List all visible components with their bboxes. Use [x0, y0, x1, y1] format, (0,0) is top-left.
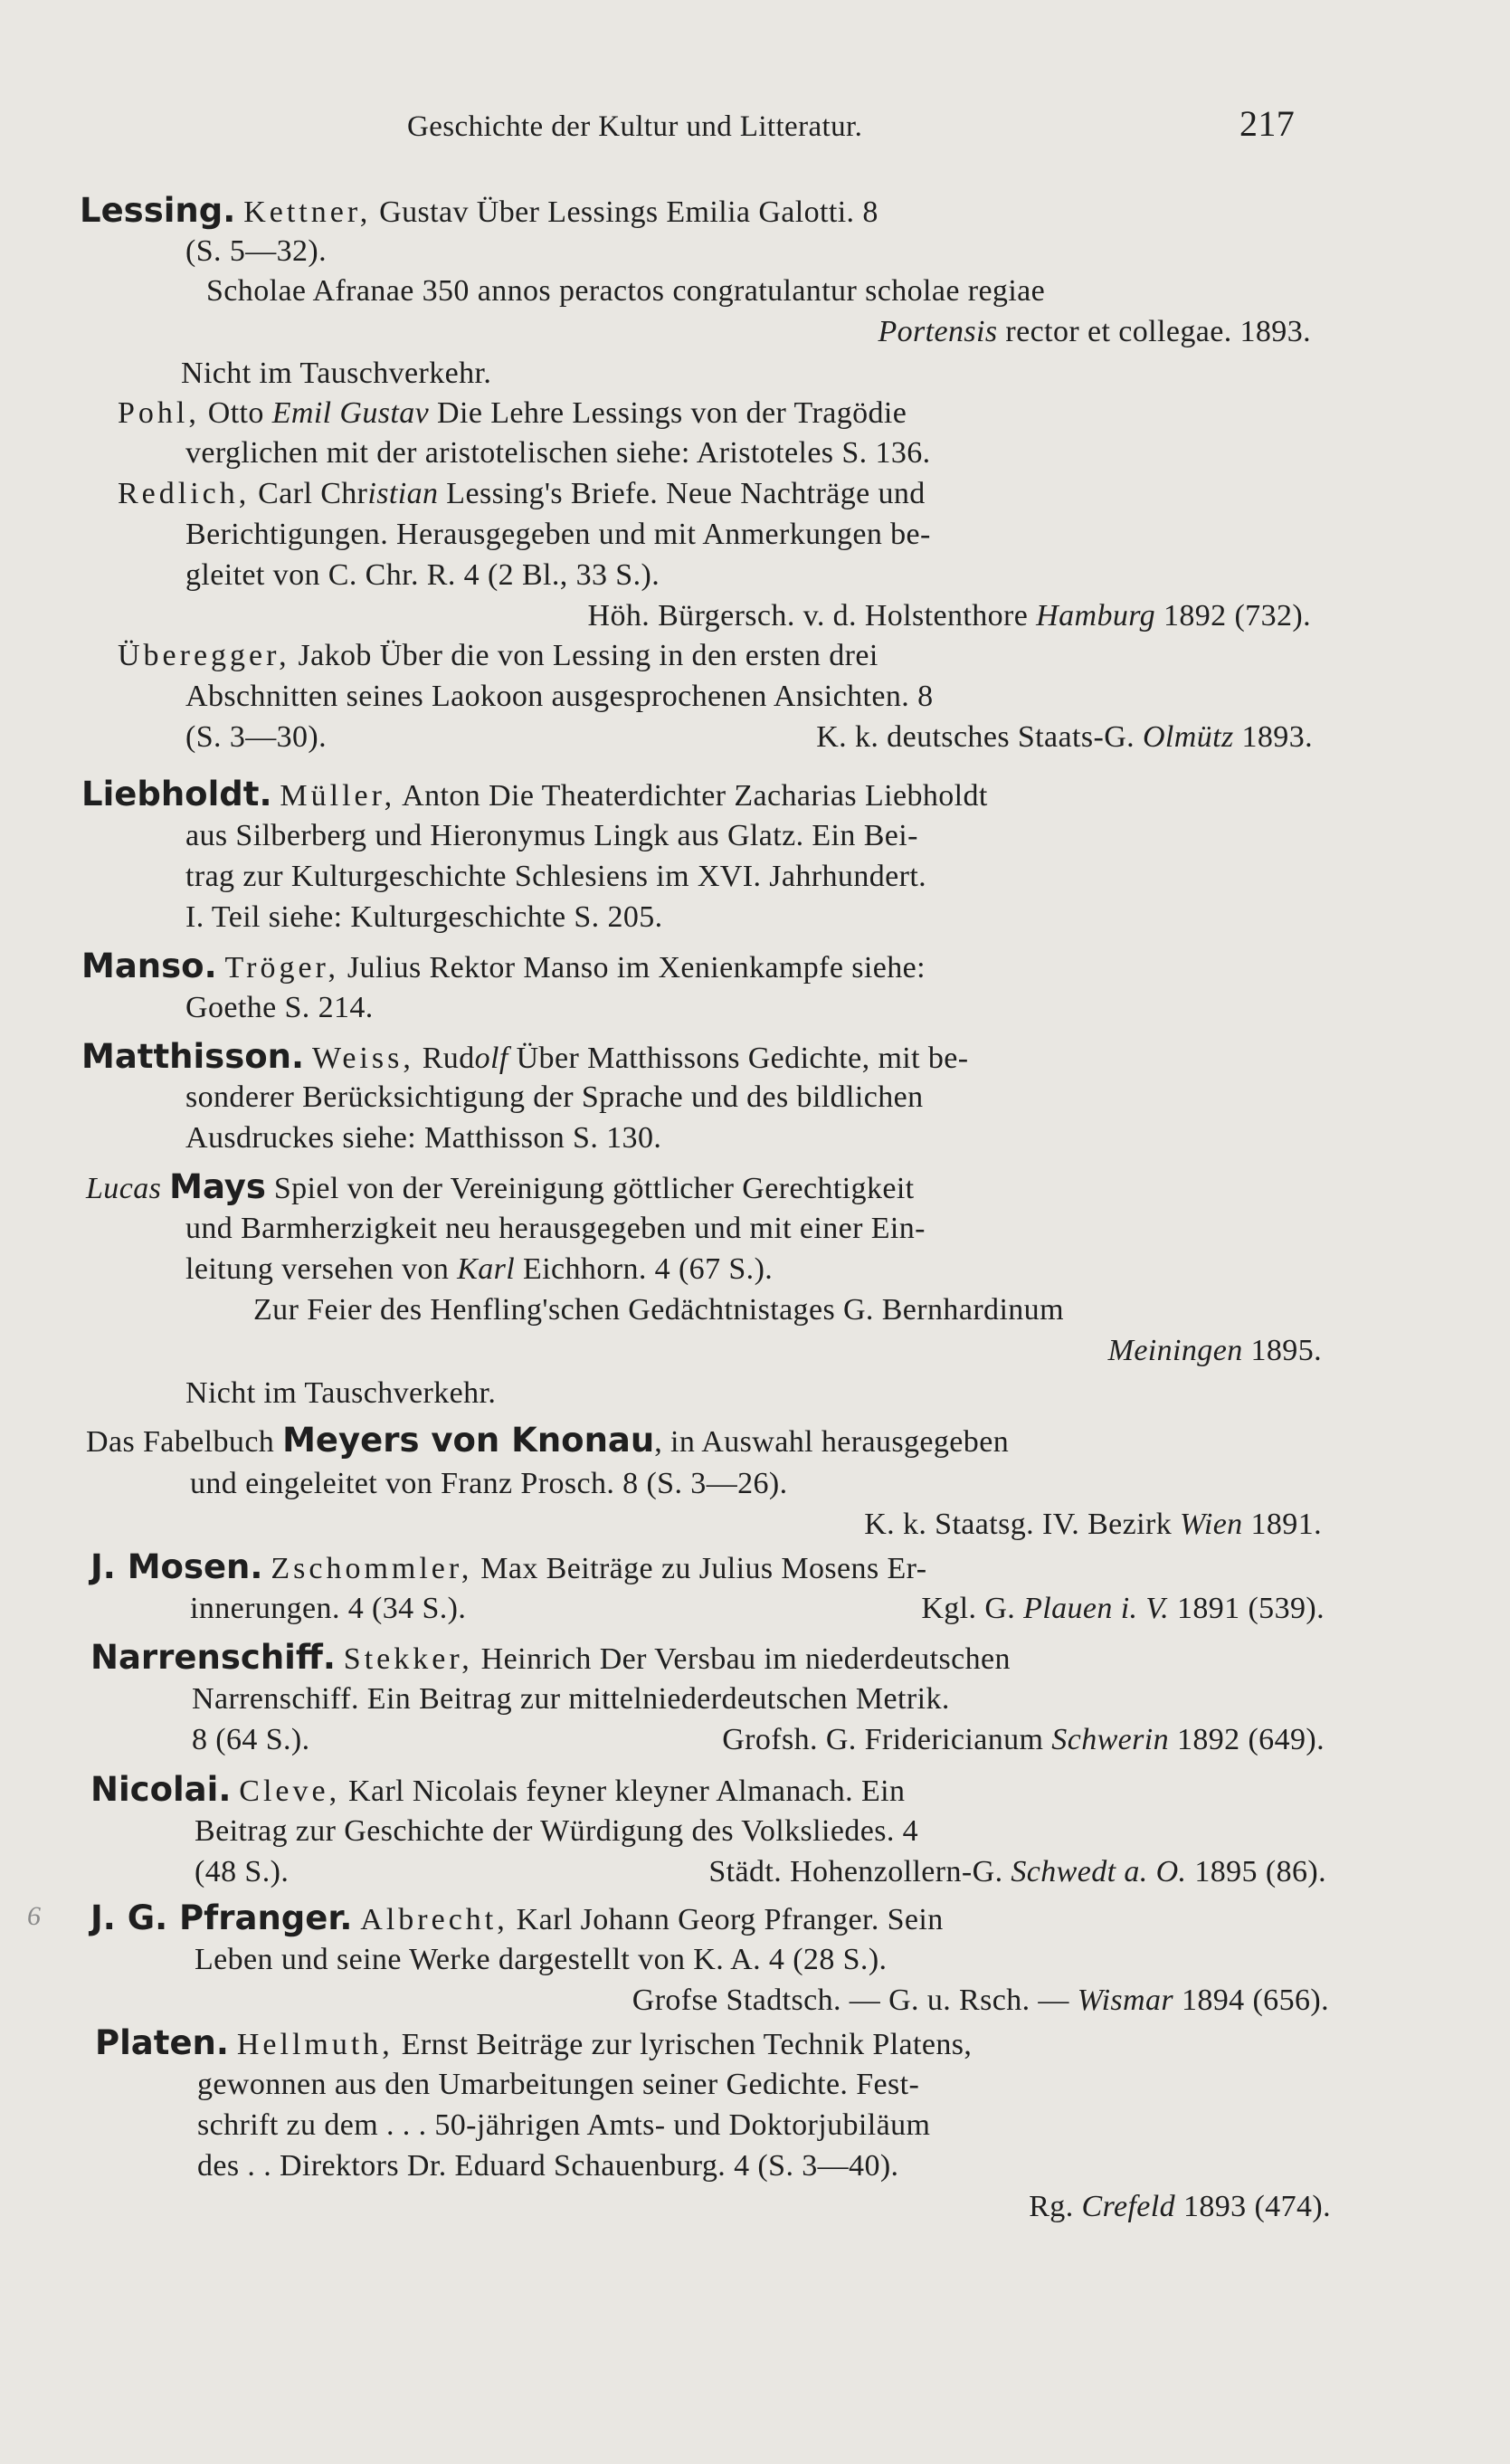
place-name: Portensis [878, 315, 998, 348]
entry-line: Kgl. G. Plauen i. V. 1891 (539). [921, 1592, 1325, 1625]
entry-line: Goethe S. 214. [185, 991, 374, 1024]
entry-line: Manso. Tröger, Julius Rektor Manso im Xenienkampfe siehe: [81, 947, 926, 985]
place-name: Schwedt a. O. [1011, 1855, 1187, 1888]
entry-heading: Manso. [81, 947, 217, 985]
entry-line: und Barmherzigkeit neu herausgegeben und mit einer Ein- [185, 1212, 926, 1245]
author-surname: Hellmuth, [236, 2028, 394, 2061]
entry-line: Narrenschiff. Ein Beitrag zur mittelniederdeutschen Metrik. [192, 1682, 950, 1716]
entry-line: des . . Direktors Dr. Eduard Schauenburg. 4 (S. 3—40). [197, 2149, 899, 2183]
entry-line: Berichtigungen. Herausgegeben und mit Anmerkungen be- [185, 518, 931, 551]
entry-line: Ausdruckes siehe: Matthisson S. 130. [185, 1121, 662, 1155]
entry-line: trag zur Kulturgeschichte Schlesiens im XVI. Jahrhundert. [185, 860, 927, 893]
margin-mark: 6 [27, 1901, 42, 1931]
entry-line: verglichen mit der aristotelischen siehe: Aristoteles S. 136. [185, 436, 931, 470]
entry-line: Matthisson. Weiss, Rudolf Über Matthissons Gedichte, mit be- [81, 1037, 969, 1076]
author-surname: Stekker, [343, 1642, 473, 1676]
entry-line: Meiningen 1895. [1107, 1334, 1322, 1367]
entry-line: leitung versehen von Karl Eichhorn. 4 (67 S.). [185, 1252, 774, 1286]
place-name: Meiningen [1107, 1334, 1243, 1367]
entry-line: K. k. Staatsg. IV. Bezirk Wien 1891. [864, 1508, 1322, 1541]
entry-line: Grofse Stadtsch. — G. u. Rsch. — Wismar 1894 (656). [632, 1984, 1329, 2017]
entry-line: gleitet von C. Chr. R. 4 (2 Bl., 33 S.). [185, 558, 660, 592]
place-name: Wismar [1077, 1984, 1174, 2017]
place-name: Schwerin [1051, 1723, 1170, 1756]
entry-line: J. Mosen. Zschommler, Max Beiträge zu Julius Mosens Er- [90, 1547, 927, 1586]
entry-line: Höh. Bürgersch. v. d. Holstenthore Hamburg 1892 (732). [587, 599, 1311, 633]
author-surname: Müller, [280, 779, 396, 813]
place-name: Wien [1180, 1508, 1243, 1541]
entry-line: Städt. Hohenzollern-G. Schwedt a. O. 1895 (86). [708, 1855, 1326, 1888]
author-surname: Pohl, [118, 396, 200, 430]
entry-line: Beitrag zur Geschichte der Würdigung des Volksliedes. 4 [195, 1814, 919, 1848]
entry-line: J. G. Pfranger. Albrecht, Karl Johann Georg Pfranger. Sein [90, 1898, 944, 1937]
entry-line: I. Teil siehe: Kulturgeschichte S. 205. [185, 900, 663, 934]
entry-line: Leben und seine Werke dargestellt von K. A. 4 (28 S.). [195, 1943, 888, 1976]
page-number: 217 [1239, 103, 1296, 144]
entry-line: aus Silberberg und Hieronymus Lingk aus Glatz. Ein Bei- [185, 819, 918, 852]
entry-heading: J. Mosen. [90, 1547, 263, 1586]
entry-line: K. k. deutsches Staats-G. Olmütz 1893. [816, 720, 1313, 754]
entry-line: innerungen. 4 (34 S.). [190, 1592, 467, 1625]
author-surname: Cleve, [239, 1774, 341, 1808]
entry-heading: Nicolai. [90, 1770, 232, 1809]
entry-line: Zur Feier des Henfling'schen Gedächtnistages G. Bernhardinum [253, 1293, 1064, 1327]
entry-line: Das Fabelbuch Meyers von Knonau, in Auswahl herausgegeben [86, 1421, 1010, 1460]
entry-heading: Liebholdt. [81, 775, 272, 813]
entry-line: gewonnen aus den Umarbeitungen seiner Gedichte. Fest- [197, 2068, 920, 2101]
place-name: Hamburg [1036, 599, 1156, 633]
entry-line: sonderer Berücksichtigung der Sprache und des bildlichen [185, 1080, 924, 1114]
entry-heading: Mays [169, 1167, 266, 1206]
entry-line: Lessing. Kettner, Gustav Über Lessings Emilia Galotti. 8 [80, 191, 878, 230]
entry-line: Redlich, Carl Christian Lessing's Briefe. Neue Nachträge und [118, 477, 926, 510]
entry-heading: Narrenschiff. [90, 1638, 336, 1677]
place-name: Crefeld [1081, 2190, 1176, 2223]
author-surname: Redlich, [118, 477, 251, 510]
entry-line: 8 (64 S.). [192, 1723, 310, 1756]
entry-heading: Matthisson. [81, 1037, 305, 1076]
entry-heading: Lessing. [80, 191, 236, 230]
entry-line: Überegger, Jakob Über die von Lessing in den ersten drei [118, 639, 878, 672]
entry-line: (48 S.). [195, 1855, 290, 1888]
entry-heading: Platen. [95, 2023, 229, 2062]
author-surname: Albrecht, [360, 1903, 508, 1936]
author-surname: Weiss, [311, 1042, 414, 1075]
author-surname: Überegger, [118, 639, 290, 672]
entry-line: Nicht im Tauschverkehr. [181, 357, 492, 390]
entry-line: Pohl, Otto Emil Gustav Die Lehre Lessings von der Tragödie [118, 396, 907, 430]
entry-line: (S. 5—32). [185, 234, 328, 268]
entry-line: Portensis rector et collegae. 1893. [878, 315, 1311, 348]
entry-heading: J. G. Pfranger. [90, 1898, 353, 1937]
entry-line: Narrenschiff. Stekker, Heinrich Der Versbau im niederdeutschen [90, 1638, 1011, 1677]
entry-line: Grofsh. G. Fridericianum Schwerin 1892 (649). [722, 1723, 1325, 1756]
entry-line: Scholae Afranae 350 annos peractos congratulantur scholae regiae [206, 274, 1046, 308]
entry-line: schrift zu dem . . . 50-jährigen Amts- und Doktorjubiläum [197, 2108, 931, 2142]
running-title: Geschichte der Kultur und Litteratur. [407, 110, 863, 143]
entry-line: (S. 3—30). [185, 720, 328, 754]
place-name: Olmütz [1142, 720, 1234, 754]
author-surname: Zschommler, [271, 1552, 473, 1585]
entry-line: Lucas Mays Spiel von der Vereinigung göttlicher Gerechtigkeit [86, 1167, 915, 1206]
entry-line: Liebholdt. Müller, Anton Die Theaterdichter Zacharias Liebholdt [81, 775, 988, 813]
entry-line: Rg. Crefeld 1893 (474). [1029, 2190, 1331, 2223]
entry-line: Abschnitten seines Laokoon ausgesprochenen Ansichten. 8 [185, 680, 934, 713]
entry-line: Platen. Hellmuth, Ernst Beiträge zur lyrischen Technik Platens, [95, 2023, 973, 2062]
place-name: Plauen i. V. [1023, 1592, 1170, 1625]
entry-heading: Meyers von Knonau [282, 1421, 655, 1460]
entry-line: und eingeleitet von Franz Prosch. 8 (S. 3—26). [190, 1467, 788, 1500]
entry-line: Nicht im Tauschverkehr. [185, 1376, 497, 1410]
author-surname: Kettner, [243, 195, 372, 229]
entry-line: Nicolai. Cleve, Karl Nicolais feyner kleyner Almanach. Ein [90, 1770, 906, 1809]
author-surname: Tröger, [224, 951, 339, 985]
